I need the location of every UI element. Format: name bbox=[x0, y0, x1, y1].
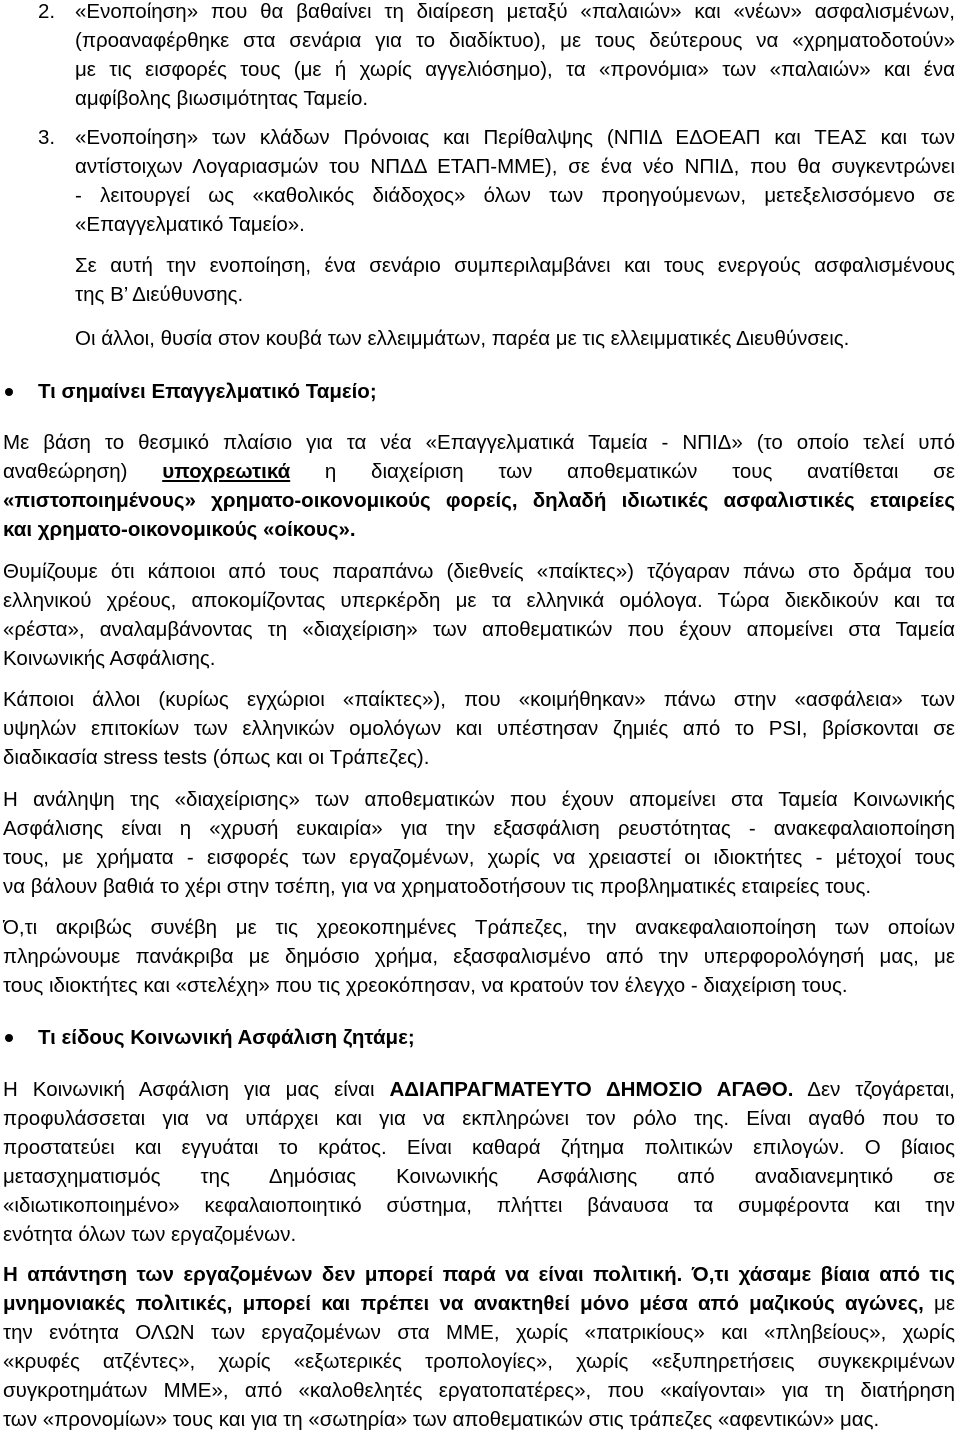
text-run: Δεν τζογάρεται, bbox=[793, 1078, 955, 1101]
text-line: την ενότητα ΟΛΩΝ των εργαζομένων στα ΜΜΕ, χωρίς «πατρικίους» και «πληβείους», χωρίς bbox=[3, 1321, 955, 1344]
paragraph bbox=[3, 785, 955, 901]
text-run: αναθεώρηση) bbox=[3, 460, 163, 483]
paragraph bbox=[3, 685, 955, 772]
text-line: Ό,τι ακριβώς συνέβη με τις χρεοκοπημένες Τράπεζες, την ανακεφαλαιοποίηση των οποίων bbox=[3, 916, 955, 939]
text-line: - λειτουργεί ως «καθολικός διάδοχος» όλων των προηγούμενων, μετεξελισσόμενο σε bbox=[75, 184, 955, 207]
paragraph bbox=[3, 913, 955, 1000]
text-line: Με βάση το θεσμικό πλαίσιο για τα νέα «Επαγγελματικά Ταμεία - ΝΠΙΔ» (το οποίο τελεί υπό bbox=[3, 431, 955, 454]
text-line bbox=[3, 457, 955, 486]
text-run: με bbox=[923, 1292, 955, 1315]
paragraph bbox=[3, 1260, 955, 1434]
text-line: και χρηματο-οικονομικούς «οίκους». bbox=[3, 518, 356, 541]
text-run: Η Κοινωνική Ασφάλιση για μας είναι bbox=[3, 1078, 390, 1101]
text-line: Κοινωνικής Ασφάλισης. bbox=[3, 647, 216, 670]
text-line: πληρώνουμε πανάκριβα με δημόσιο χρήμα, εξασφαλισμένο από την υπερφορολόγησή μας, με bbox=[3, 945, 955, 968]
text-line: «Ενοποίηση» των κλάδων Πρόνοιας και Περίθαλψης (ΝΠΙΔ ΕΔΟΕΑΠ και ΤΕΑΣ και των bbox=[75, 126, 955, 149]
text-line: ενότητα όλων των εργαζομένων. bbox=[3, 1223, 297, 1246]
text-line: με τις εισφορές τους (με ή χωρίς αγγελιόσημο), τα «προνόμια» των «παλαιών» και ένα bbox=[75, 58, 955, 81]
emphasis-run: υποχρεωτικά bbox=[162, 460, 291, 483]
text-line: (προαναφέρθηκε στα σενάρια για το διαδίκτυο), με τους δεύτερους να «χρηματοδοτούν» bbox=[75, 29, 955, 52]
text-line bbox=[3, 1075, 955, 1104]
text-line: Θυμίζουμε ότι κάποιοι από τους παραπάνω (διεθνείς «παίκτες») τζόγαραν πάνω στο δράμα του bbox=[3, 560, 955, 583]
bullet-icon bbox=[5, 1034, 13, 1042]
note-paragraph bbox=[75, 251, 955, 309]
text-line: «κρυφές ατζέντες», χωρίς «εξωτερικές τροπολογίες», χωρίς «εξυπηρετήσεις συγκεκριμένων bbox=[3, 1350, 955, 1373]
text-line: Οι άλλοι, θυσία στον κουβά των ελλειμμάτων, παρέα με τις ελλειμματικές Διευθύνσεις. bbox=[75, 327, 850, 350]
emphasis-run: μνημονιακές πολιτικές, μπορεί και πρέπει να ανακτηθεί μόνο μέσα από μαζικούς αγώνες, bbox=[3, 1292, 924, 1315]
text-line: των «προνομίων» τους και για τη «σωτηρία» των αποθεματικών στις τράπεζες «αφεντικών» μας. bbox=[3, 1408, 880, 1431]
list-item-3 bbox=[38, 123, 955, 239]
text-line: Κάποιοι άλλοι (κυρίως εγχώριοι «παίκτες»), που «κοιμήθηκαν» πάνω στην «ασφάλεια» των bbox=[3, 688, 955, 711]
text-line: διαδικασία stress tests (όπως και οι Τράπεζες). bbox=[3, 746, 430, 769]
text-line: προστατεύει και εγγυάται το κράτος. Είναι καθαρά ζήτημα πολιτικών επιλογών. Ο βίαιος bbox=[3, 1136, 955, 1159]
bullet-icon bbox=[5, 388, 13, 396]
paragraph bbox=[3, 557, 955, 673]
list-number: 3. bbox=[38, 126, 56, 149]
paragraph bbox=[3, 428, 955, 544]
list-number: 2. bbox=[38, 0, 56, 23]
text-line: της Β’ Διεύθυνσης. bbox=[75, 283, 244, 306]
text-line: τους ιδιοκτήτες και «στελέχη» που τις χρεοκόπησαν, να κρατούν τον έλεγχο - διαχείριση τους. bbox=[3, 974, 848, 997]
text-run: η διαχείριση των αποθεματικών τους ανατίθεται σε bbox=[290, 460, 955, 483]
text-line: μετασχηματισμός της Δημόσιας Κοινωνικής Ασφάλισης από αναδιανεμητικό σε bbox=[3, 1165, 955, 1188]
text-line: αντίστοιχων Λογαριασμών του ΝΠΔΔ ΕΤΑΠ-ΜΜΕ), σε ένα νέο ΝΠΙΔ, που θα συγκεντρώνει bbox=[75, 155, 955, 178]
heading-text: Τι σημαίνει Επαγγελματικό Ταμείο; bbox=[38, 380, 377, 403]
section-heading bbox=[38, 377, 938, 406]
text-line: «ιδιωτικοποιημένο» κεφαλαιοποιητικό σύστημα, πλήττει βάναυσα τα συμφέροντα και την bbox=[3, 1194, 955, 1217]
list-item-2 bbox=[38, 0, 955, 113]
text-line: Η απάντηση των εργαζομένων δεν μπορεί παρά να είναι πολιτική. Ό,τι χάσαμε βίαια από τις bbox=[3, 1263, 955, 1286]
note-paragraph bbox=[75, 324, 955, 353]
heading-text: Τι είδους Κοινωνική Ασφάλιση ζητάμε; bbox=[38, 1026, 415, 1049]
text-line: Ασφάλισης είναι η «χρυσή ευκαιρία» για την εξασφάλιση ρευστότητας - ανακεφαλαιοποίηση bbox=[3, 817, 955, 840]
text-line: «Ενοποίηση» που θα βαθαίνει τη διαίρεση μεταξύ «παλαιών» και «νέων» ασφαλισμένων, bbox=[75, 0, 955, 23]
section-heading bbox=[38, 1023, 938, 1052]
text-line: αμφίβολης βιωσιμότητας Ταμείο. bbox=[75, 87, 369, 110]
text-line: να βάλουν βαθιά το χέρι στην τσέπη, για να χρηματοδοτήσουν τις προβληματικές εταιρείες τους. bbox=[3, 875, 872, 898]
paragraph bbox=[3, 1075, 955, 1249]
text-line: «πιστοποιημένους» χρηματο-οικονομικούς φορείς, δηλαδή ιδιωτικές ασφαλιστικές εταιρείες bbox=[3, 489, 955, 512]
text-line: Η ανάληψη της «διαχείρισης» των αποθεματικών που έχουν απομείνει στα Ταμεία Κοινωνικής bbox=[3, 788, 955, 811]
text-line: «ρέστα», αναλαμβάνοντας τη «διαχείριση» των αποθεματικών που έχουν απομείνει στα Ταμεία bbox=[3, 618, 955, 641]
text-line bbox=[3, 1289, 955, 1318]
text-line: Σε αυτή την ενοποίηση, ένα σενάριο συμπεριλαμβάνει και τους ενεργούς ασφαλισμένους bbox=[75, 254, 955, 277]
emphasis-run: ΑΔΙΑΠΡΑΓΜΑΤΕΥΤΟ ΔΗΜΟΣΙΟ ΑΓΑΘΟ. bbox=[389, 1078, 794, 1101]
text-line: ελληνικού χρέους, αποκομίζοντας υπερκέρδη με τα ελληνικά ομόλογα. Τώρα διεκδικούν και τα bbox=[3, 589, 955, 612]
text-line: τους, με χρήματα - εισφορές των εργαζομένων, χωρίς να χρειαστεί οι ιδιοκτήτες - μέτοχοί τους bbox=[3, 846, 955, 869]
text-line: υψηλών επιτοκίων των ελληνικών ομολόγων και υπέστησαν ζημιές από το PSI, βρίσκονται σε bbox=[3, 717, 955, 740]
text-line: «Επαγγελματικό Ταμείο». bbox=[75, 213, 305, 236]
text-line: συγκροτημάτων ΜΜΕ», από «καλοθελητές εργατοπατέρες», που «καίγονται» για τη διατήρηση bbox=[3, 1379, 955, 1402]
text-line: προφυλάσσεται για να υπάρχει και για να εκπληρώνει τον ρόλο της. Είναι αγαθό που το bbox=[3, 1107, 955, 1130]
